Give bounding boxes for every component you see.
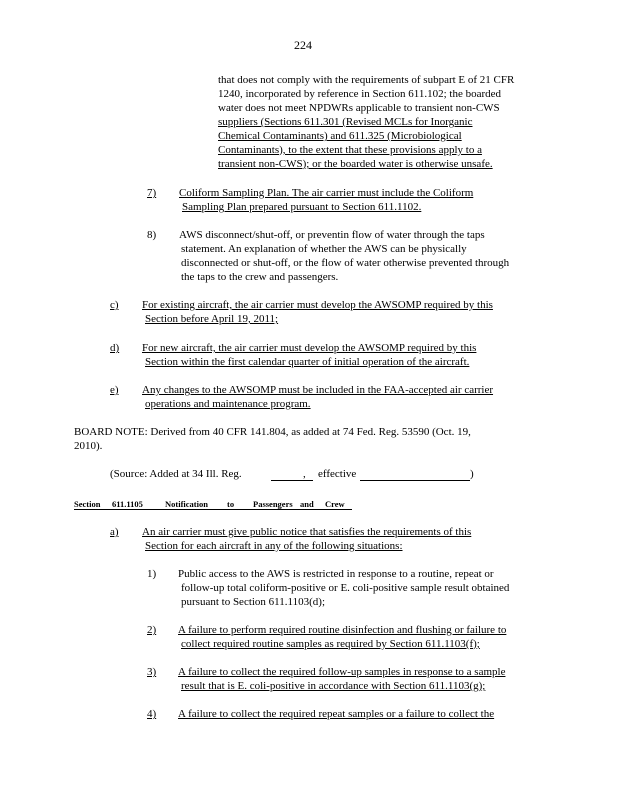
paragraph-line: suppliers (Sections 611.301 (Revised MCLs for Inorganic xyxy=(218,116,473,128)
section-title-word: Passengers xyxy=(253,499,293,509)
section-title-word: Crew xyxy=(325,499,345,509)
paragraph-line: Sampling Plan prepared pursuant to Section 611.1102. xyxy=(182,201,422,213)
source-effective: effective xyxy=(318,468,357,480)
paragraph-line: the taps to the crew and passengers. xyxy=(181,271,339,283)
item-number: 8) xyxy=(147,229,157,241)
paragraph-line: For new aircraft, the air carrier must develop the AWSOMP required by this xyxy=(142,342,477,354)
paragraph-line: result that is E. coli-positive in accordance with Section 611.1103(g); xyxy=(181,680,486,692)
item-number: 3) xyxy=(147,666,157,678)
paragraph-line: Coliform Sampling Plan. The air carrier must include the Coliform xyxy=(179,187,474,199)
paragraph-line: statement. An explanation of whether the AWS can be physically xyxy=(181,243,467,255)
paragraph-line: For existing aircraft, the air carrier must develop the AWSOMP required by this xyxy=(142,299,493,311)
paragraph-line: collect required routine samples as required by Section 611.1103(f); xyxy=(181,638,480,650)
blank-volume-line xyxy=(271,480,313,481)
item-number: a) xyxy=(110,526,119,538)
blank-effective-date-line xyxy=(360,480,470,481)
paragraph-line: 2010). xyxy=(74,440,103,452)
paragraph-line: Public access to the AWS is restricted in response to a routine, repeat or xyxy=(178,568,494,580)
item-number: 1) xyxy=(147,568,157,580)
source-close: ) xyxy=(470,468,474,480)
paragraph-line: disconnected or shut-off, or the flow of water otherwise prevented through xyxy=(181,257,510,269)
paragraph-line: transient non-CWS); or the boarded water is otherwise unsafe. xyxy=(218,158,493,170)
paragraph-line: AWS disconnect/shut-off, or preventin flow of water through the taps xyxy=(179,229,485,241)
item-number: 2) xyxy=(147,624,157,636)
paragraph-line: BOARD NOTE: Derived from 40 CFR 141.804, as added at 74 Fed. Reg. 53590 (Oct. 19, xyxy=(74,426,471,438)
paragraph-line: A failure to collect the required follow-up samples in response to a sample xyxy=(178,666,506,678)
paragraph-line: Section before April 19, 2011; xyxy=(145,313,279,325)
section-number: 611.1105 xyxy=(112,499,143,509)
paragraph-line: Any changes to the AWSOMP must be included in the FAA-accepted air carrier xyxy=(142,384,494,396)
paragraph-line: pursuant to Section 611.1103(d); xyxy=(181,596,325,608)
paragraph-line: water does not meet NPDWRs applicable to transient non-CWS xyxy=(218,102,500,114)
paragraph-line: An air carrier must give public notice that satisfies the requirements of this xyxy=(142,526,472,538)
source-prefix: (Source: Added at 34 Ill. Reg. xyxy=(110,468,242,480)
paragraph-line: A failure to collect the required repeat samples or a failure to collect the xyxy=(178,708,495,720)
section-label: Section xyxy=(74,499,101,509)
paragraph-line: Contaminants), to the extent that these provisions apply to a xyxy=(218,144,482,156)
item-number: 7) xyxy=(147,187,157,199)
section-heading-underline xyxy=(74,509,352,510)
paragraph-line: operations and maintenance program. xyxy=(145,398,311,410)
section-title-word: to xyxy=(227,499,235,509)
paragraph-line: follow-up total coliform-positive or E. coli-positive sample result obtained xyxy=(181,582,510,594)
item-number: d) xyxy=(110,342,120,354)
section-title-word: and xyxy=(300,499,314,509)
item-number: c) xyxy=(110,299,119,311)
paragraph-line: A failure to perform required routine disinfection and flushing or failure to xyxy=(178,624,507,636)
paragraph-line: Section for each aircraft in any of the following situations: xyxy=(145,540,403,552)
paragraph-line: Section within the first calendar quarter of initial operation of the aircraft. xyxy=(145,356,470,368)
section-title-word: Notification xyxy=(165,499,208,509)
item-number: e) xyxy=(110,384,119,396)
page-number: 224 xyxy=(294,38,312,52)
item-number: 4) xyxy=(147,708,157,720)
paragraph-line: Chemical Contaminants) and 611.325 (Microbiological xyxy=(218,130,462,142)
paragraph-line: 1240, incorporated by reference in Section 611.102; the boarded xyxy=(218,88,502,100)
paragraph-line: that does not comply with the requirements of subpart E of 21 CFR xyxy=(218,74,515,86)
source-comma: , xyxy=(303,468,306,480)
